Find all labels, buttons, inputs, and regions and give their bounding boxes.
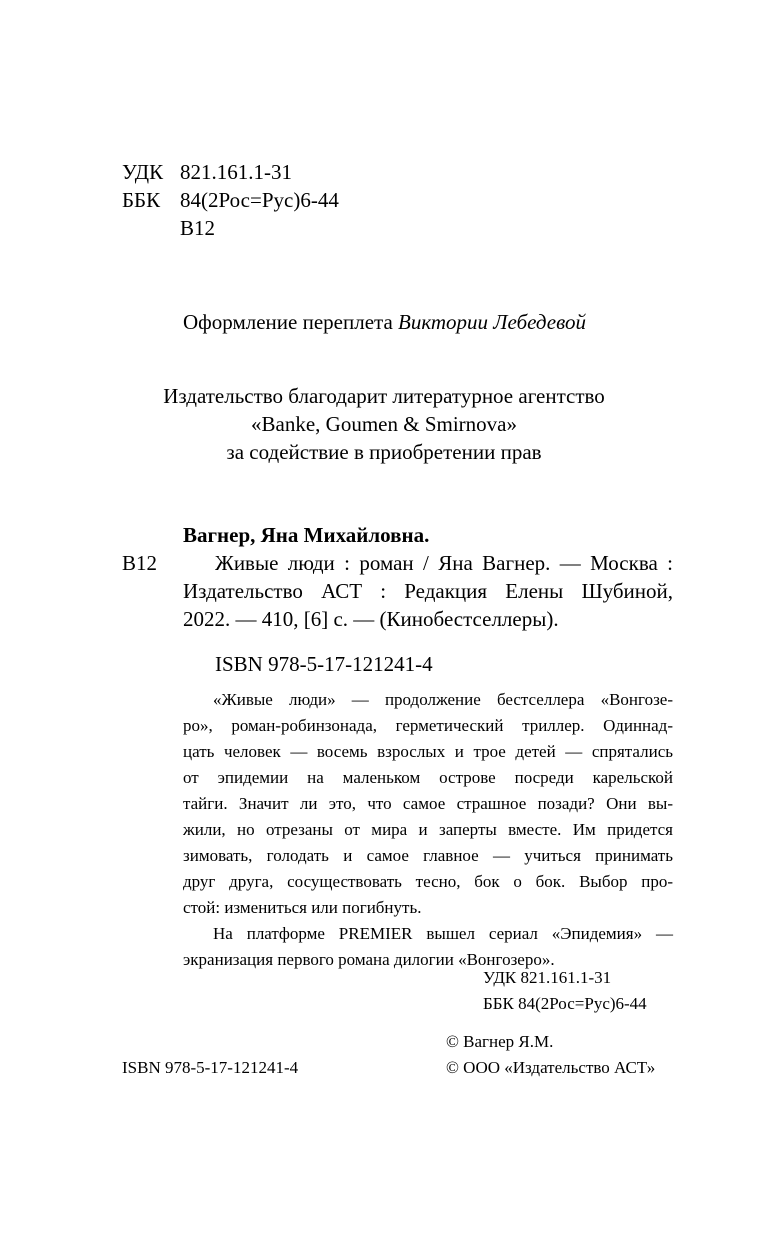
classification-block <box>122 158 339 242</box>
copyright-publisher: © ООО «Издательство АСТ» <box>446 1058 656 1077</box>
ack-line-2: «Banke, Goumen & Smirnova» <box>251 412 517 436</box>
catalog-author-heading: Вагнер, Яна Михайловна. <box>183 523 430 547</box>
cover-designer-name: Виктории Лебедевой <box>398 310 586 334</box>
annotation-line: «Живые люди» — продолжение бестселлера «Вонгозе- <box>213 690 673 709</box>
cover-design-credit <box>183 308 586 336</box>
ack-line-1: Издательство благодарит литературное агентство <box>163 384 605 408</box>
bbk-label: ББК <box>122 188 161 212</box>
catalog-line-1: Живые люди : роман / Яна Вагнер. — Москва : <box>215 551 673 575</box>
annotation-line: зимовать, голодать и самое главное — учиться принимать <box>183 846 673 865</box>
annotation-line: тайги. Значит ли это, что самое страшное позади? Они вы- <box>183 794 673 813</box>
bbk-value: 84(2Рос=Рус)6-44 <box>180 188 339 212</box>
annotation-line: стой: измениться или погибнуть. <box>183 898 422 917</box>
cover-design-prefix: Оформление переплета <box>183 310 393 334</box>
catalog-isbn: ISBN 978-5-17-121241-4 <box>215 652 433 676</box>
udk-label: УДК <box>122 160 164 184</box>
annotation-line: жили, но отрезаны от мира и заперты вместе. Им придется <box>183 820 673 839</box>
catalog-line-2: Издательство АСТ : Редакция Елены Шубиной, <box>183 579 673 603</box>
annotation-line: На платформе PREMIER вышел сериал «Эпидемия» — <box>213 924 673 943</box>
annotation-paragraph-1 <box>183 687 673 921</box>
annotation-line: друг друга, сосуществовать тесно, бок о бок. Выбор про- <box>183 872 673 891</box>
udk-value: 821.161.1-31 <box>180 160 292 184</box>
annotation-line: от эпидемии на маленьком острове посреди карельской <box>183 768 673 787</box>
ack-line-3: за содействие в приобретении прав <box>226 440 542 464</box>
author-mark: В12 <box>180 216 216 240</box>
annotation-line: экранизация первого романа дилогии «Вонгозеро». <box>183 950 555 969</box>
acknowledgement <box>0 382 768 466</box>
annotation <box>183 687 673 973</box>
footer-bbk: ББК 84(2Рос=Рус)6-44 <box>483 994 647 1013</box>
annotation-line: цать человек — восемь взрослых и трое детей — спрятались <box>183 742 673 761</box>
footer-udk: УДК 821.161.1-31 <box>483 968 612 987</box>
catalog-author-mark: В12 <box>122 551 158 575</box>
copyright-author: © Вагнер Я.М. <box>446 1032 554 1051</box>
footer-isbn: ISBN 978-5-17-121241-4 <box>122 1058 299 1077</box>
catalog-line-3: 2022. — 410, [6] с. — (Кинобестселлеры). <box>183 607 559 631</box>
annotation-line: ро», роман-робинзонада, герметический триллер. Одиннад- <box>183 716 673 735</box>
